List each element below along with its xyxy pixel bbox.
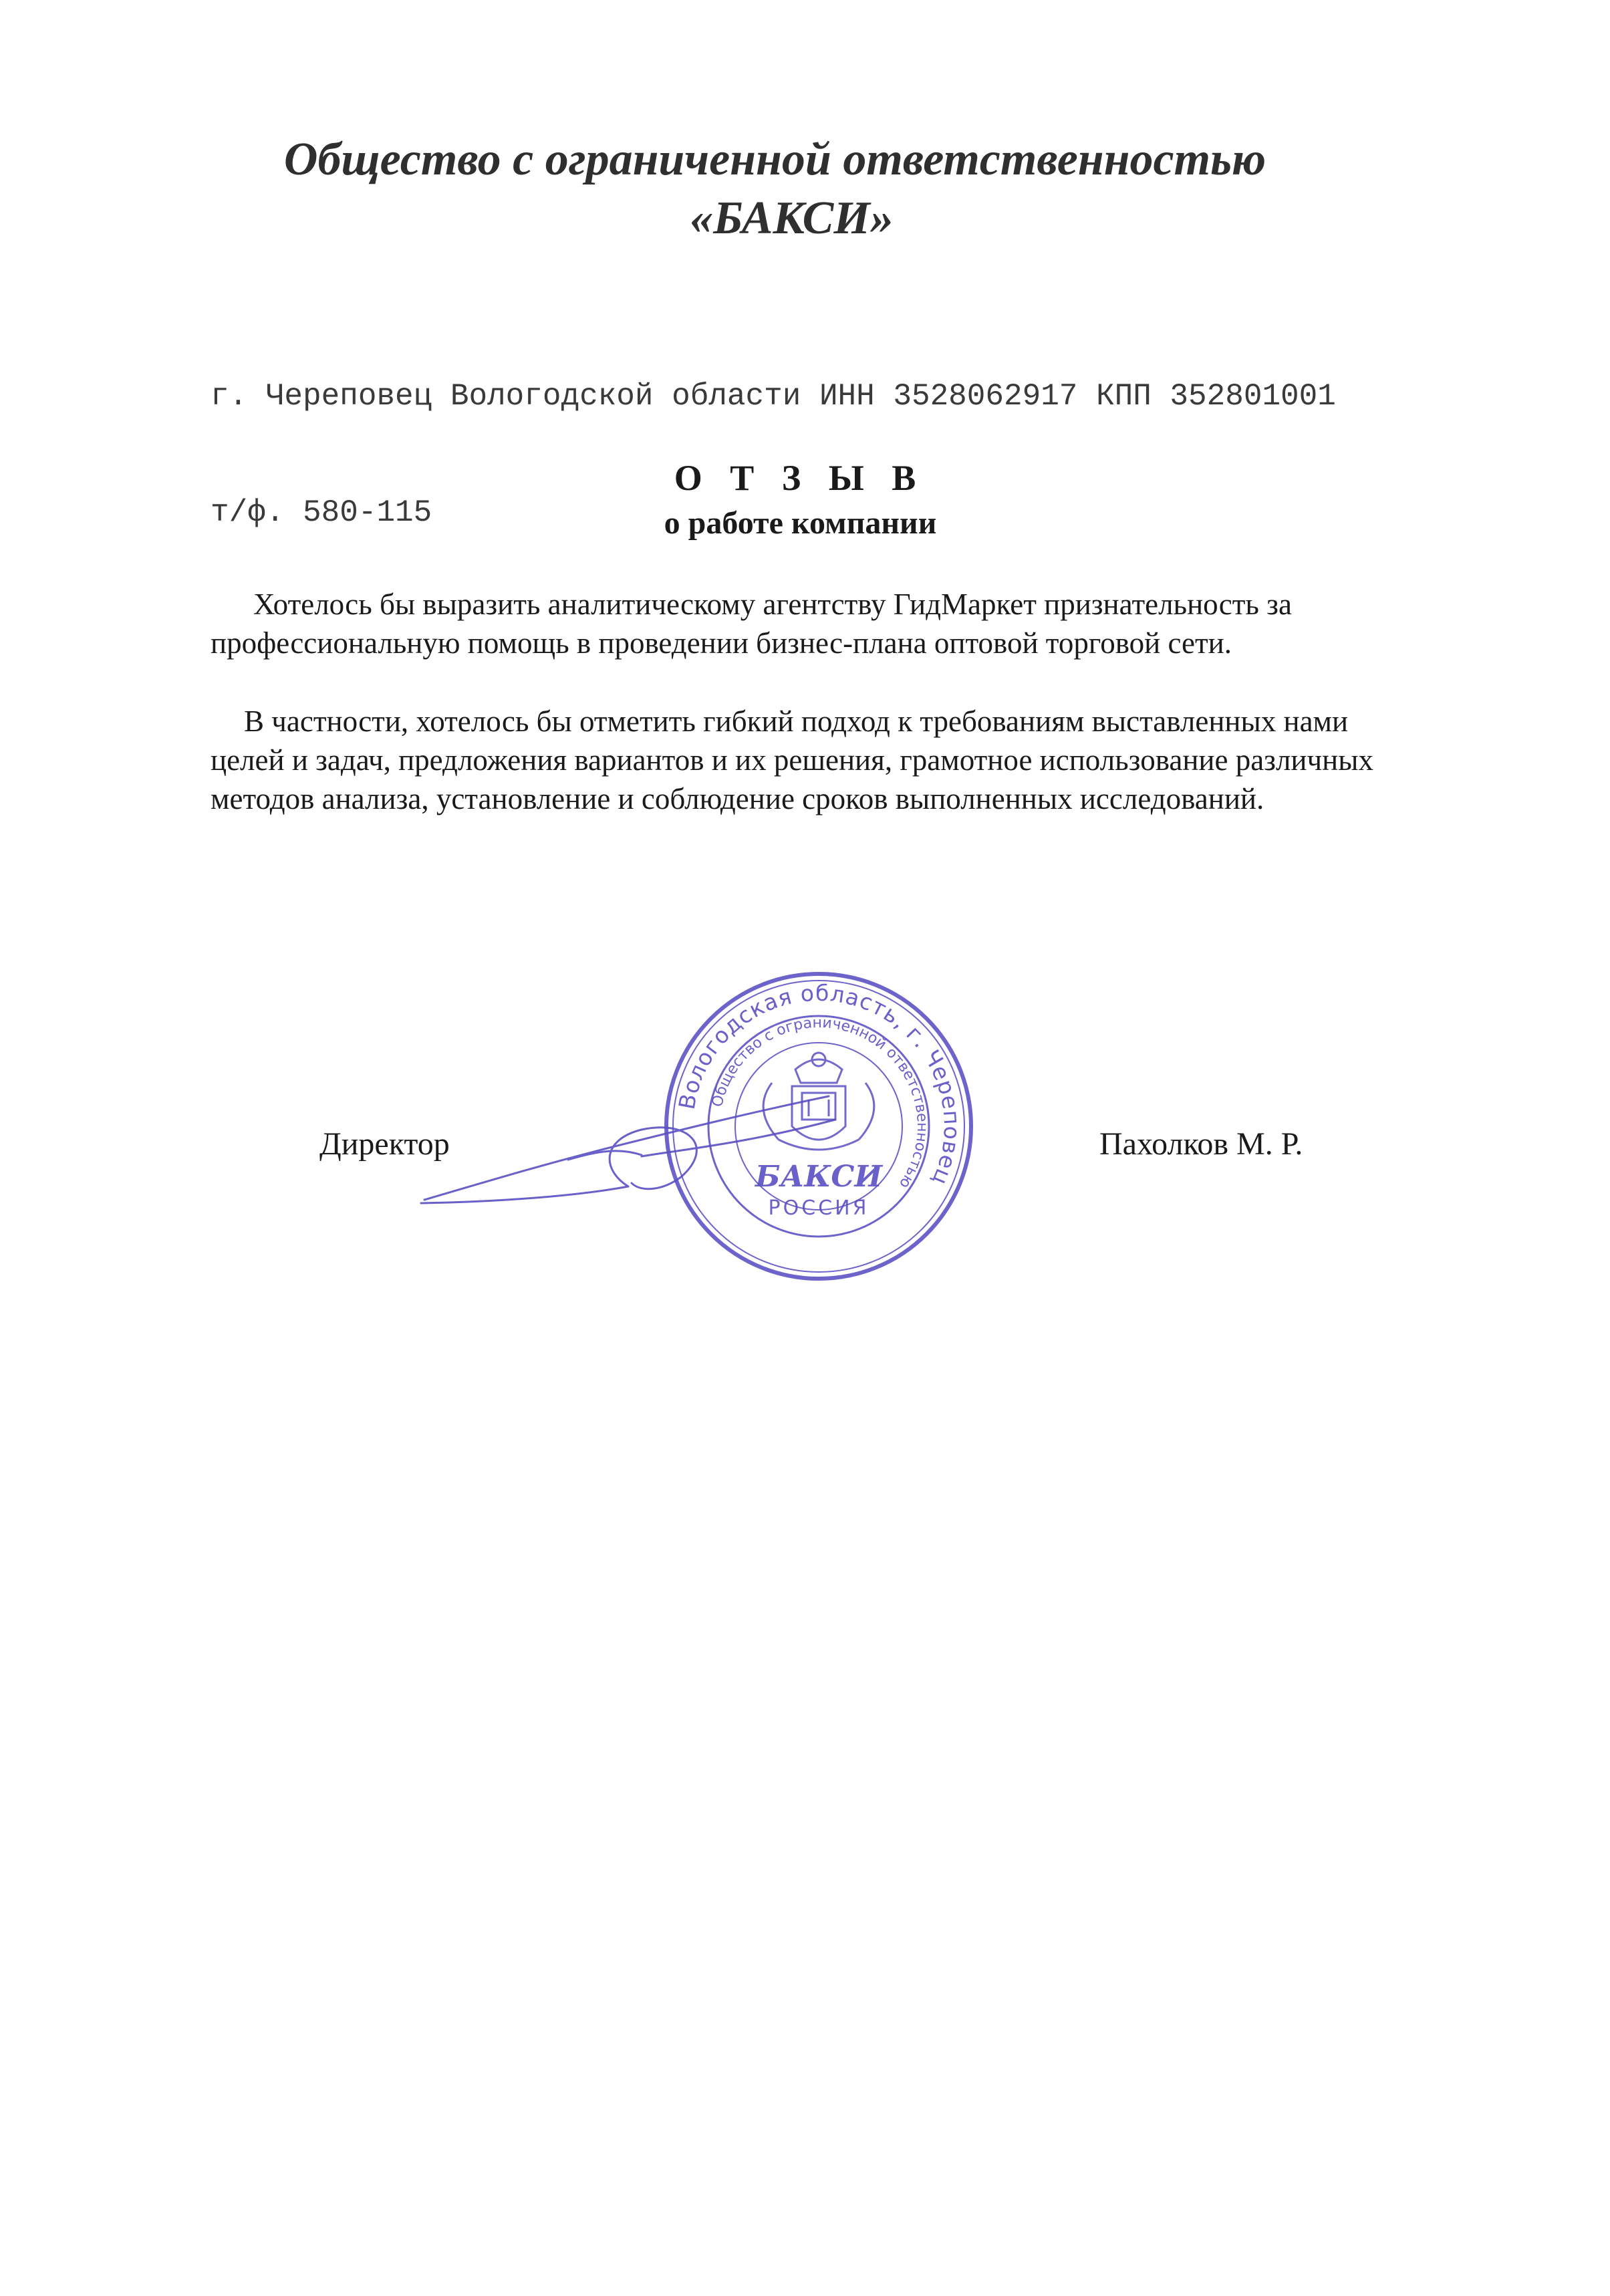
organization-name-line1: Общество с ограниченной ответственностью <box>283 134 1266 185</box>
paragraph-line: Хотелось бы выразить аналитическому агентству ГидМаркет признательность за <box>253 588 1292 621</box>
organization-name-line2: «БАКСИ» <box>690 193 894 244</box>
signatory-role: Директор <box>319 1126 450 1162</box>
document-title <box>0 455 1610 545</box>
seal-outer-text: Вологодская область, г. Череповец <box>673 979 966 1190</box>
handwritten-signature <box>401 1083 882 1217</box>
seal-center-name: БАКСИ <box>755 1160 883 1194</box>
paragraph-line: методов анализа, установление и соблюдение сроков выполненных исследований. <box>211 782 1264 815</box>
signatory-name: Пахолков М. Р. <box>1099 1126 1303 1162</box>
document-subheading: о работе компании <box>664 505 937 541</box>
document-heading: О Т З Ы В <box>674 458 926 498</box>
paragraph-details <box>211 702 1520 818</box>
organization-name <box>0 130 1610 248</box>
paragraph-line: профессиональную помощь в проведении бизнес-плана оптовой торговой сети. <box>211 626 1232 660</box>
paragraph-line: целей и задач, предложения вариантов и их решения, грамотное использование различных <box>211 743 1373 777</box>
seal-country: РОССИЯ <box>768 1196 869 1220</box>
requisites-address-tax: г. Череповец Вологодской области ИНН 3528062917 КПП 352801001 <box>211 379 1336 414</box>
paragraph-gratitude <box>211 585 1520 662</box>
requisites-phone: т/ф. 580-115 <box>211 495 432 530</box>
seal-inner-text: Общество с ограниченной ответственностью <box>708 1014 931 1192</box>
paragraph-line: В частности, хотелось бы отметить гибкий подход к требованиям выставленных нами <box>244 705 1349 738</box>
